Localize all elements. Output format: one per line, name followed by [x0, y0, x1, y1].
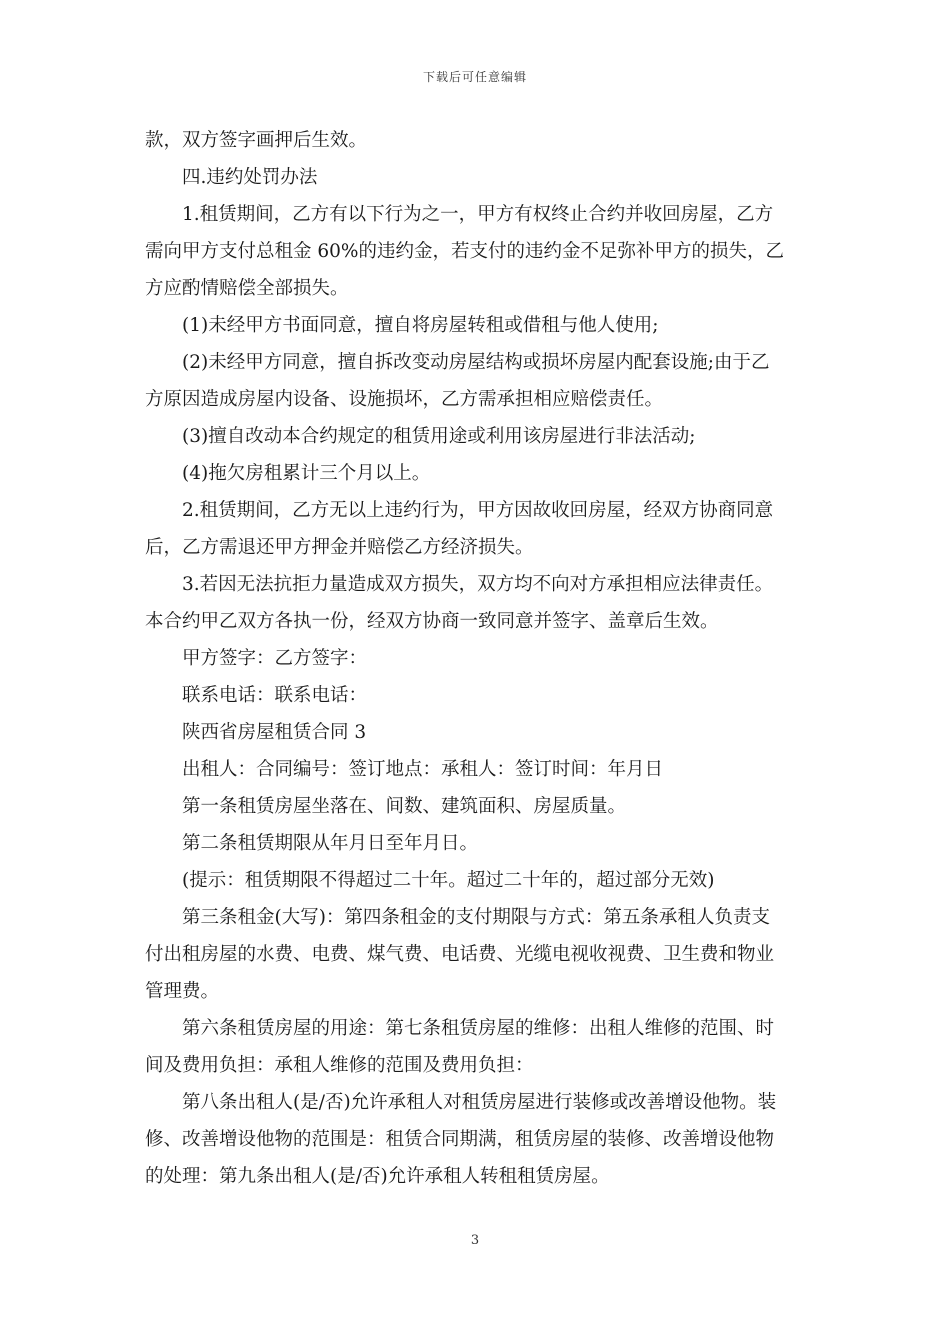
paragraph-line: (提示：租赁期限不得超过二十年。超过二十年的，超过部分无效)	[182, 870, 715, 891]
paragraph-line: 第八条出租人(是/否)允许承租人对租赁房屋进行装修或改善增设他物。装	[182, 1092, 777, 1113]
paragraph-line: 方应酌情赔偿全部损失。	[145, 278, 349, 299]
paragraph-line: 后，乙方需退还甲方押金并赔偿乙方经济损失。	[145, 537, 534, 558]
paragraph-line: (1)未经甲方书面同意，擅自将房屋转租或借租与他人使用;	[182, 315, 659, 336]
paragraph-line: 需向甲方支付总租金 60%的违约金，若支付的违约金不足弥补甲方的损失，乙	[145, 241, 785, 262]
paragraph-line: 甲方签字：乙方签字：	[182, 648, 368, 669]
paragraph-line: 联系电话：联系电话：	[182, 685, 368, 706]
paragraph-line: (2)未经甲方同意，擅自拆改变动房屋结构或损坏房屋内配套设施;由于乙	[182, 352, 770, 373]
paragraph-line: 第六条租赁房屋的用途：第七条租赁房屋的维修：出租人维修的范围、时	[182, 1018, 775, 1039]
document-body	[145, 122, 807, 1195]
page-number: 3	[470, 1233, 480, 1248]
paragraph-line: 出租人：合同编号：签订地点：承租人：签订时间：年月日	[182, 759, 664, 780]
paragraph-line: 修、改善增设他物的范围是：租赁合同期满，租赁房屋的装修、改善增设他物	[145, 1129, 775, 1150]
paragraph-line: 陕西省房屋租赁合同 3	[182, 722, 367, 743]
paragraph-line: 3.若因无法抗拒力量造成双方损失，双方均不向对方承担相应法律责任。	[182, 574, 774, 595]
page-header: 下载后可任意编辑	[422, 70, 527, 84]
paragraph-line: (4)拖欠房租累计三个月以上。	[182, 463, 431, 484]
paragraph-line: 的处理：第九条出租人(是/否)允许承租人转租租赁房屋。	[145, 1166, 610, 1187]
paragraph-line: 第三条租金(大写)：第四条租金的支付期限与方式：第五条承租人负责支	[182, 907, 770, 928]
paragraph-line: 付出租房屋的水费、电费、煤气费、电话费、光缆电视收视费、卫生费和物业	[145, 944, 775, 965]
paragraph-line: (3)擅自改动本合约规定的租赁用途或利用该房屋进行非法活动;	[182, 426, 696, 447]
paragraph-line: 第二条租赁期限从年月日至年月日。	[182, 833, 479, 854]
paragraph-line: 四.违约处罚办法	[182, 167, 318, 188]
paragraph-line: 方原因造成房屋内设备、设施损坏，乙方需承担相应赔偿责任。	[145, 389, 664, 410]
paragraph-line: 本合约甲乙双方各执一份，经双方协商一致同意并签字、盖章后生效。	[145, 611, 719, 632]
paragraph-line: 第一条租赁房屋坐落在、间数、建筑面积、房屋质量。	[182, 796, 627, 817]
paragraph-line: 款，双方签字画押后生效。	[145, 130, 368, 151]
paragraph-line: 间及费用负担：承租人维修的范围及费用负担：	[145, 1055, 534, 1076]
paragraph-line: 管理费。	[145, 981, 220, 1002]
paragraph-line: 1.租赁期间，乙方有以下行为之一，甲方有权终止合约并收回房屋，乙方	[182, 204, 774, 225]
paragraph-line: 2.租赁期间，乙方无以上违约行为，甲方因故收回房屋，经双方协商同意	[182, 500, 774, 521]
